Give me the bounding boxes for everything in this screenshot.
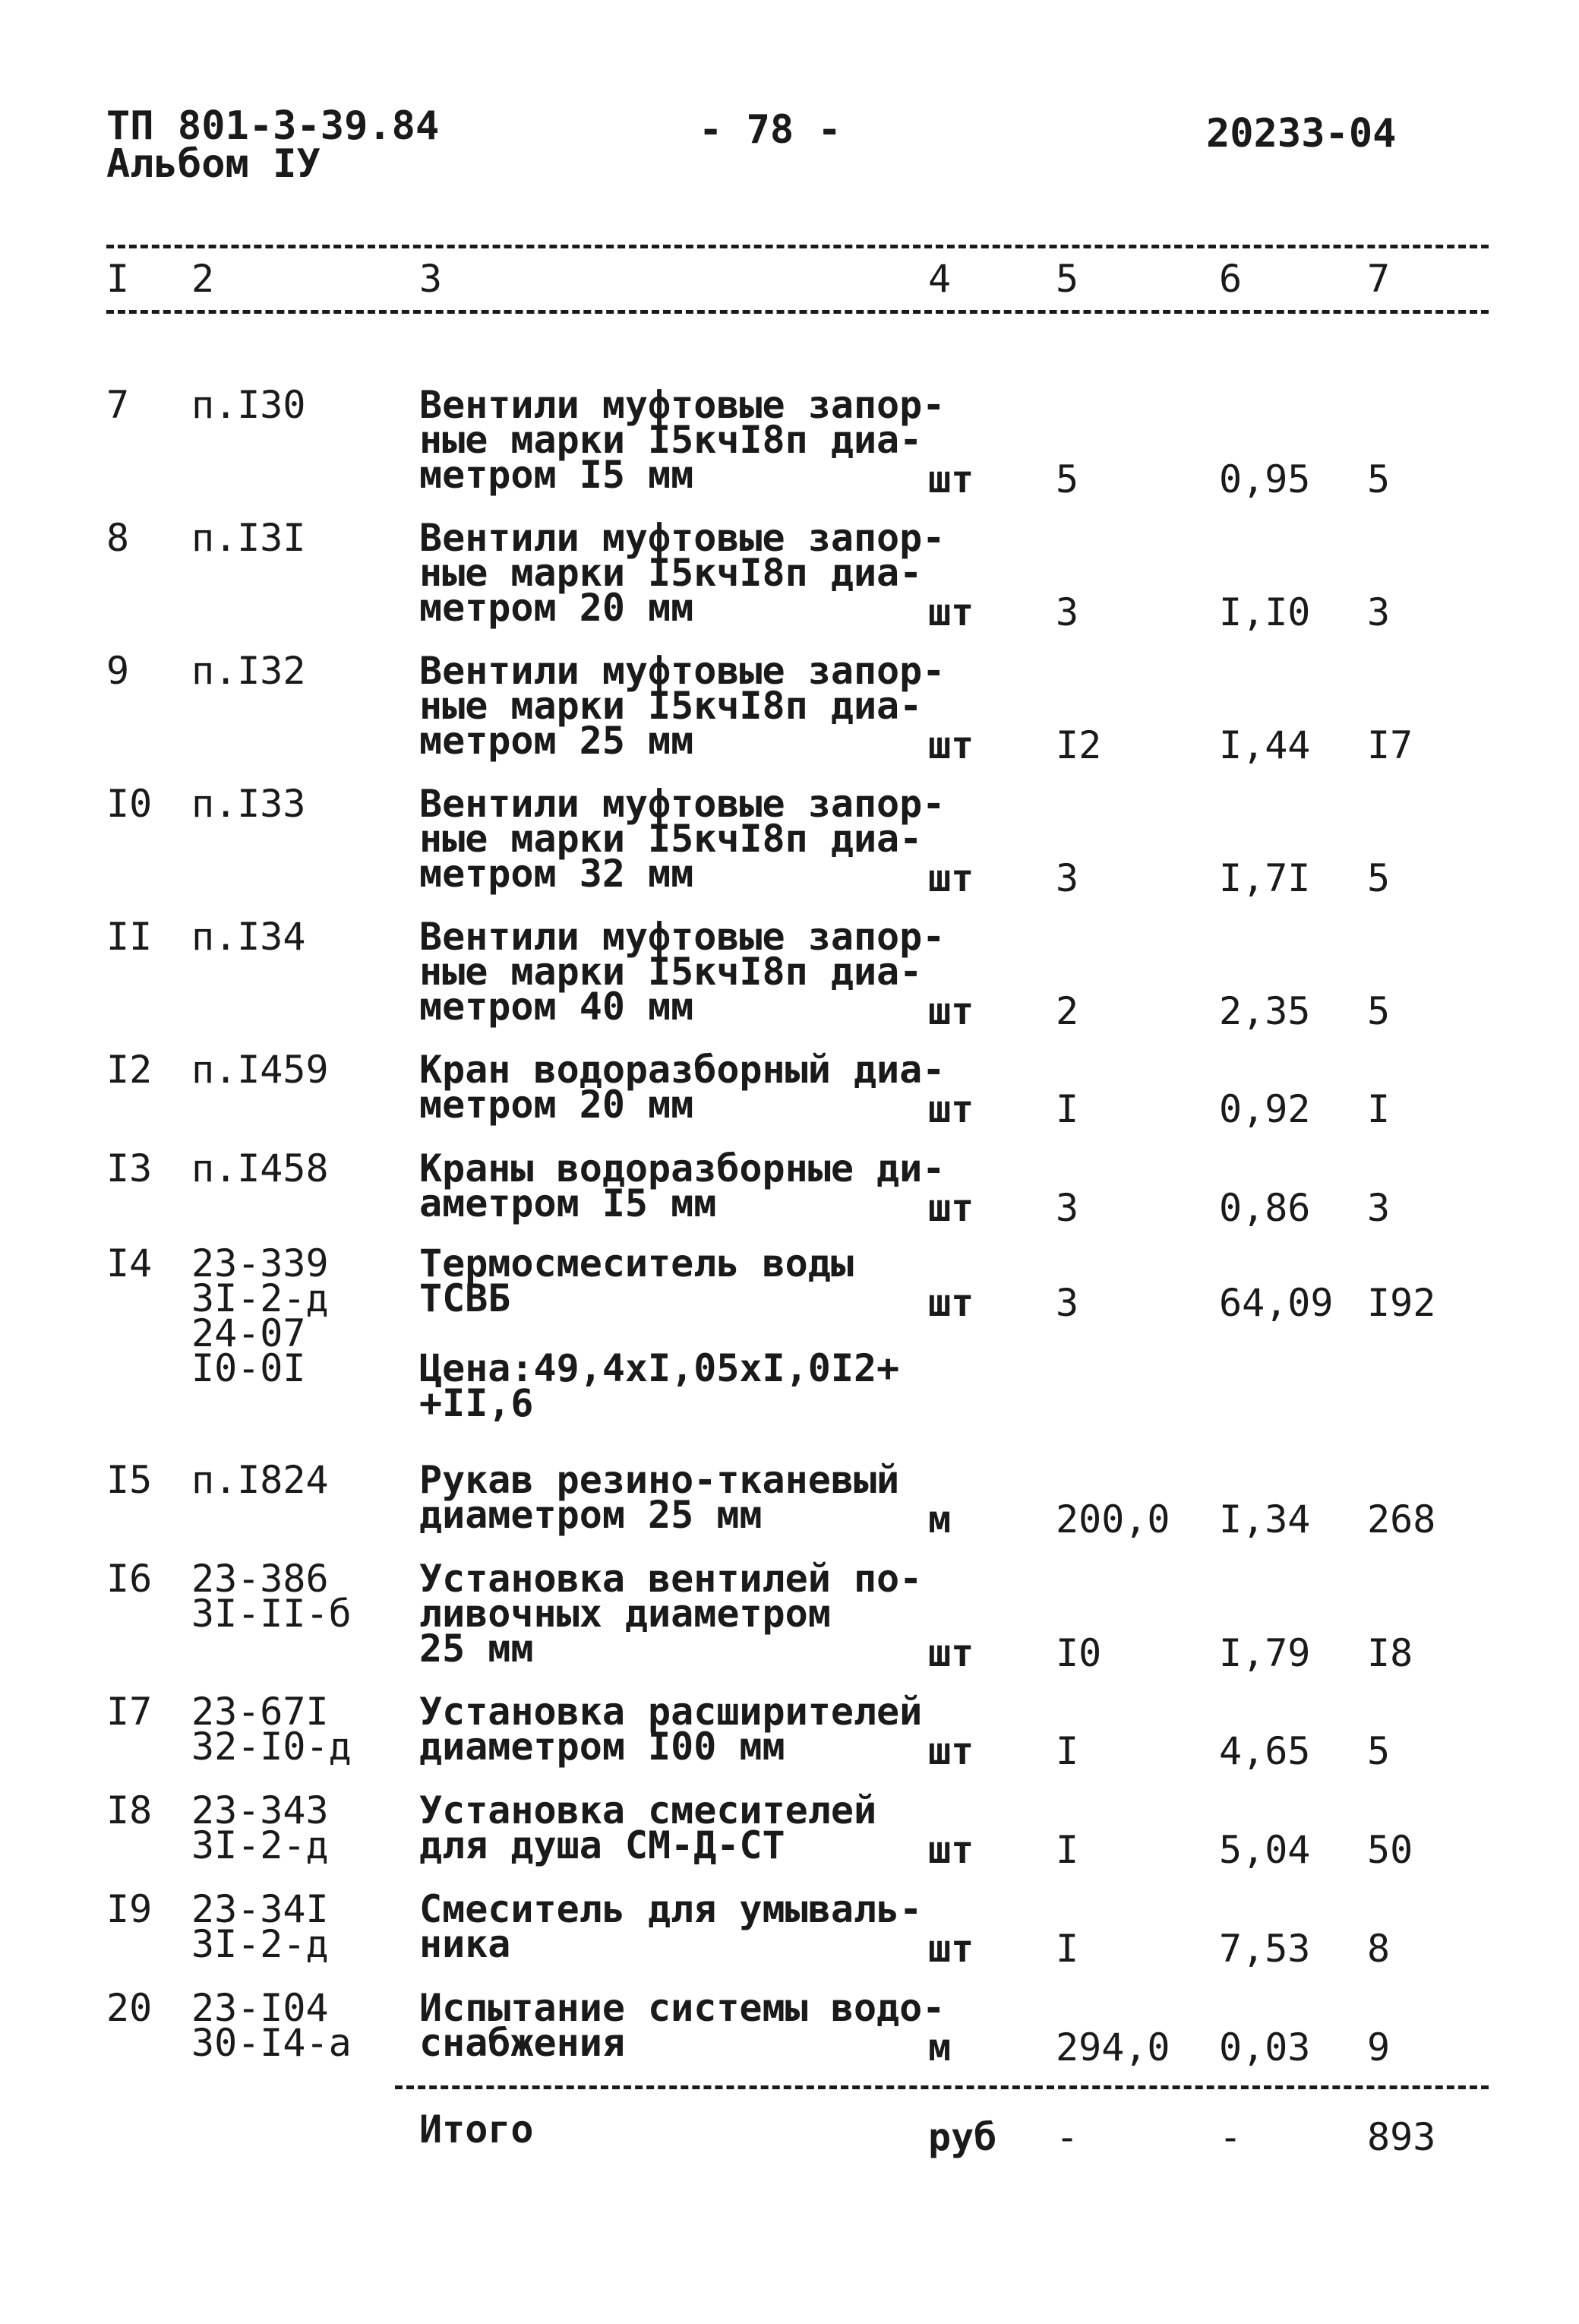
row-unit-price: 2,35 bbox=[1219, 989, 1311, 1033]
total-qty: - bbox=[1056, 2115, 1079, 2159]
row-description: Вентили муфтовые запор- ные марки I5кчI8п диа- метром I5 мм bbox=[419, 383, 946, 497]
row-description: Термосмеситель воды ТСВБ bbox=[419, 1241, 854, 1320]
row-total: 5 bbox=[1367, 457, 1391, 501]
row-unit: шт bbox=[928, 1281, 974, 1325]
row-unit: шт bbox=[928, 989, 974, 1033]
row-number: 20 bbox=[106, 1986, 153, 2030]
row-number: I3 bbox=[106, 1146, 153, 1190]
row-number: 8 bbox=[106, 516, 130, 560]
row-number: II bbox=[106, 915, 153, 959]
row-unit-price: 0,03 bbox=[1219, 2025, 1311, 2069]
header-bottom-rule bbox=[106, 310, 1489, 314]
row-description: Установка расширителей диаметром I00 мм bbox=[419, 1690, 923, 1769]
row-total: 5 bbox=[1367, 989, 1391, 1033]
total-unit: руб bbox=[928, 2115, 997, 2159]
row-total: I8 bbox=[1367, 1631, 1413, 1675]
row-total: I92 bbox=[1367, 1281, 1436, 1325]
row-number: I9 bbox=[106, 1887, 153, 1931]
header-top-rule bbox=[106, 245, 1489, 248]
row-number: I0 bbox=[106, 782, 153, 826]
row-reference: п.I33 bbox=[191, 782, 306, 826]
row-reference: 23-386 3I-II-б bbox=[191, 1557, 352, 1636]
row-quantity: 3 bbox=[1056, 590, 1079, 634]
row-total: 3 bbox=[1367, 1186, 1391, 1230]
row-number: I2 bbox=[106, 1048, 153, 1092]
row-description: Установка смесителей для душа СМ-Д-СТ bbox=[419, 1788, 877, 1867]
row-unit: м bbox=[928, 1497, 952, 1541]
row-price-formula: Цена:49,4хI,05хI,0I2+ +II,6 bbox=[419, 1346, 900, 1425]
row-description: Вентили муфтовые запор- ные марки I5кчI8п диа- метром 40 мм bbox=[419, 915, 946, 1029]
row-total: I7 bbox=[1367, 723, 1413, 767]
row-number: I8 bbox=[106, 1788, 153, 1832]
column-number-5: 5 bbox=[1056, 257, 1079, 301]
row-total: 5 bbox=[1367, 856, 1391, 900]
row-quantity: 3 bbox=[1056, 1186, 1079, 1230]
row-quantity: 200,0 bbox=[1056, 1497, 1170, 1541]
total-sum: 893 bbox=[1367, 2115, 1436, 2159]
row-reference: 23-34I 3I-2-д bbox=[191, 1887, 329, 1966]
row-quantity: I2 bbox=[1056, 723, 1102, 767]
row-total: 50 bbox=[1367, 1828, 1413, 1872]
row-unit: шт bbox=[928, 856, 974, 900]
row-quantity: 2 bbox=[1056, 989, 1079, 1033]
row-unit-price: I,34 bbox=[1219, 1497, 1311, 1541]
row-unit: шт bbox=[928, 457, 974, 501]
row-unit: шт bbox=[928, 723, 974, 767]
row-quantity: I0 bbox=[1056, 1631, 1102, 1675]
row-quantity: 294,0 bbox=[1056, 2025, 1170, 2069]
row-reference: 23-343 3I-2-д bbox=[191, 1788, 329, 1867]
row-total: 9 bbox=[1367, 2025, 1391, 2069]
row-number: 9 bbox=[106, 649, 130, 693]
row-quantity: I bbox=[1056, 1927, 1079, 1971]
row-quantity: I bbox=[1056, 1729, 1079, 1773]
row-description: Рукав резино-тканевый диаметром 25 мм bbox=[419, 1458, 900, 1537]
row-unit-price: I,7I bbox=[1219, 856, 1311, 900]
row-unit-price: 0,86 bbox=[1219, 1186, 1311, 1230]
row-description: Краны водоразборные ди- аметром I5 мм bbox=[419, 1146, 946, 1225]
total-label: Итого bbox=[419, 2107, 534, 2152]
row-unit-price: 7,53 bbox=[1219, 1927, 1311, 1971]
row-description: Испытание системы водо- снабжения bbox=[419, 1986, 946, 2065]
album-label: Альбом IУ bbox=[106, 141, 321, 187]
column-number-4: 4 bbox=[928, 257, 952, 301]
row-unit-price: 5,04 bbox=[1219, 1828, 1311, 1872]
row-unit: шт bbox=[928, 1087, 974, 1131]
archive-number: 20233-04 bbox=[1206, 111, 1397, 157]
row-reference: п.I458 bbox=[191, 1146, 329, 1190]
row-unit-price: 64,09 bbox=[1219, 1281, 1334, 1325]
row-number: 7 bbox=[106, 383, 130, 427]
row-quantity: 3 bbox=[1056, 856, 1079, 900]
row-description: Вентили муфтовые запор- ные марки I5кчI8п диа- метром 20 мм bbox=[419, 516, 946, 630]
row-unit: шт bbox=[928, 590, 974, 634]
row-unit: шт bbox=[928, 1828, 974, 1872]
row-unit-price: 4,65 bbox=[1219, 1729, 1311, 1773]
row-quantity: 5 bbox=[1056, 457, 1079, 501]
row-description: Смеситель для умываль- ника bbox=[419, 1887, 923, 1966]
row-unit: шт bbox=[928, 1186, 974, 1230]
column-number-2: 2 bbox=[191, 257, 215, 301]
row-description: Кран водоразборный диа- метром 20 мм bbox=[419, 1048, 946, 1127]
row-reference: п.I34 bbox=[191, 915, 306, 959]
document-code: ТП 801-3-39.84 bbox=[106, 103, 440, 149]
row-description: Вентили муфтовые запор- ные марки I5кчI8п диа- метром 32 мм bbox=[419, 782, 946, 896]
row-unit: шт bbox=[928, 1631, 974, 1675]
row-total: 268 bbox=[1367, 1497, 1436, 1541]
row-unit: шт bbox=[928, 1729, 974, 1773]
row-quantity: I bbox=[1056, 1828, 1079, 1872]
row-unit: шт bbox=[928, 1927, 974, 1971]
total-rule bbox=[395, 2085, 1489, 2089]
row-quantity: I bbox=[1056, 1087, 1079, 1131]
column-number-1: I bbox=[106, 257, 130, 301]
row-total: 8 bbox=[1367, 1927, 1391, 1971]
row-reference: 23-339 3I-2-д 24-07 I0-0I bbox=[191, 1241, 329, 1390]
row-unit-price: 0,92 bbox=[1219, 1087, 1311, 1131]
row-reference: п.I3I bbox=[191, 516, 306, 560]
row-reference: 23-67I 32-I0-д bbox=[191, 1690, 352, 1769]
row-description: Установка вентилей по- ливочных диаметром 25 мм bbox=[419, 1557, 923, 1671]
row-quantity: 3 bbox=[1056, 1281, 1079, 1325]
row-total: I bbox=[1367, 1087, 1391, 1131]
row-unit-price: I,79 bbox=[1219, 1631, 1311, 1675]
total-price: - bbox=[1219, 2115, 1243, 2159]
row-total: 5 bbox=[1367, 1729, 1391, 1773]
row-description: Вентили муфтовые запор- ные марки I5кчI8п диа- метром 25 мм bbox=[419, 649, 946, 763]
row-reference: 23-I04 30-I4-а bbox=[191, 1986, 352, 2065]
row-reference: п.I459 bbox=[191, 1048, 329, 1092]
row-reference: п.I32 bbox=[191, 649, 306, 693]
row-number: I7 bbox=[106, 1690, 153, 1734]
row-unit-price: I,I0 bbox=[1219, 590, 1311, 634]
row-reference: п.I824 bbox=[191, 1458, 329, 1502]
row-number: I5 bbox=[106, 1458, 153, 1502]
row-unit: м bbox=[928, 2025, 952, 2069]
row-number: I6 bbox=[106, 1557, 153, 1601]
column-number-3: 3 bbox=[419, 257, 443, 301]
page-number: - 78 - bbox=[699, 107, 842, 153]
row-number: I4 bbox=[106, 1241, 153, 1285]
column-number-7: 7 bbox=[1367, 257, 1391, 301]
row-total: 3 bbox=[1367, 590, 1391, 634]
row-unit-price: 0,95 bbox=[1219, 457, 1311, 501]
row-reference: п.I30 bbox=[191, 383, 306, 427]
row-unit-price: I,44 bbox=[1219, 723, 1311, 767]
column-number-6: 6 bbox=[1219, 257, 1243, 301]
